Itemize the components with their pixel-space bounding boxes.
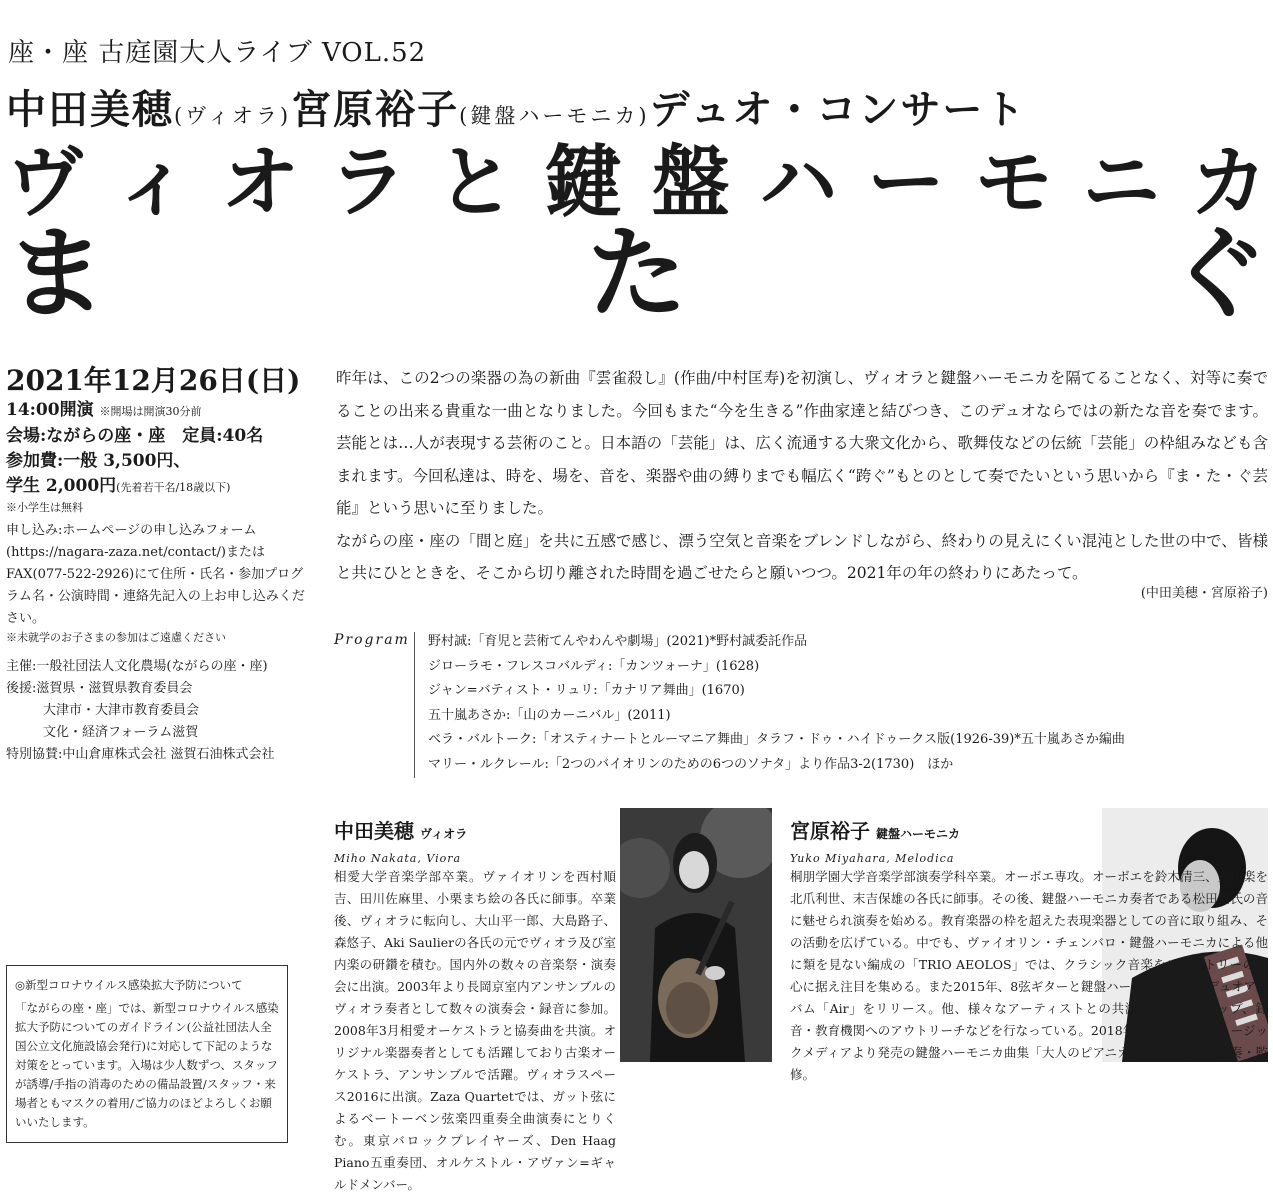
event-info [6, 364, 316, 766]
event-date: 2021年12月26日(日) [6, 364, 301, 397]
bio-name [790, 815, 960, 844]
covid-notice [6, 965, 288, 1143]
covid-text: 「ながらの座・座」では、新型コロナウイルス感染拡大予防についてのガイドライン(公益社団法人全国公立文化施設協会発行)に対応して下記のような対策をとっています。入場は少人数ずつ、スタッフが誘導/手指の消毒のための備品設置/スタッフ・来場者ともマスクの着用/ご協力のほどよろしくお願いいたします。 [15, 1001, 279, 1129]
title-char: ハ [759, 137, 838, 228]
program-item: ジャン=バティスト・リュリ:「カナリア舞曲」(1670) [428, 683, 745, 698]
credits [6, 656, 316, 766]
support: 文化・経済フォーラム滋賀 [43, 725, 199, 740]
sponsor: 特別協賛:中山倉庫株式会社 滋賀石油株式会社 [6, 747, 275, 762]
performers-line [6, 78, 1026, 135]
bio-text: 相愛大学音楽学部卒業。ヴァイオリンを西村順吉、田川佐麻里、小栗まち絵の各氏に師事。卒業後、ヴィオラに転向し、大山平一郎、大島路子、森悠子、Aki Saulierの各氏の元でヴィオラ及び室内楽の研鑽を積む。国内外の数々の音楽祭・演奏会に出演。2003年より長岡京室内アンサンブルのヴィオラ奏者として数々の演奏会・録音に参加。2008年3月相愛オーケストラと協奏曲を共演。オリジナル楽器奏者としても活躍しており古楽オーケストラ、アンサンブルで活躍。ヴィオラスペース2016に出演。Zaza Quartetでは、ガット弦によるベートーベン弦楽四重奏全曲演奏にとりくむ。東京バロックプレイヤーズ、Den Haag Piano五重奏団、オルケストル・アヴァン=ギャルドメンバー。 [334, 869, 616, 1192]
essay-paragraph: ながらの座・座の「間と庭」を共に五感で感じ、漂う空気と音楽をブレンドしながら、終わりの見えにくい混沌とした世の中で、皆様と共にひとときを、そこから切り離された時間を過ごせたらと願いつつ。2021年の年の終わりにあたって。 [336, 531, 1268, 582]
title-char: ヴ [6, 137, 85, 228]
program-item: ベラ・バルトーク:「オスティナートとルーマニア舞曲」タラフ・ドゥ・ハイドゥークス版(1926-39)*五十嵐あさか編曲 [428, 732, 1125, 747]
performer1-instrument: (ヴィオラ) [174, 104, 292, 128]
application-info: 申し込み:ホームページの申し込みフォーム(https://nagara-zaza.net/contact/)またはFAX(077-522-2926)にて住所・氏名・参加プログラム名・公演時間・連絡先記入の上お申し込みください。 [6, 523, 305, 626]
bio-roman: Miho Nakata, Viora [334, 852, 462, 865]
viola-player-photo [620, 808, 772, 1062]
title-char: 鍵 [544, 137, 623, 228]
bio-nakata-header [334, 815, 467, 865]
program-item: 五十嵐あさか:「山のカーニバル」(2011) [428, 707, 671, 723]
program-label: Program [334, 632, 410, 648]
bio-roman: Yuko Miyahara, Melodica [790, 852, 955, 865]
program-item: ジローラモ・フレスコバルディ:「カンツォーナ」(1628) [428, 658, 760, 674]
bio-name [334, 815, 467, 844]
performer2-instrument: (鍵盤ハーモニカ) [459, 104, 650, 128]
bio-miyahara-header [790, 815, 960, 865]
bio-text-nakata [334, 866, 616, 1196]
concert-label: デュオ・コンサート [649, 86, 1027, 133]
performer1-name: 中田美穂 [6, 86, 174, 133]
subtitle-char: ま [6, 214, 106, 332]
program-divider [414, 632, 415, 778]
venue: 会場:ながらの座・座 定員:40名 [6, 426, 264, 446]
program-item: 野村誠:「育児と芸術てんやわんや劇場」(2021)*野村誠委託作品 [428, 634, 808, 649]
bio-role: ヴィオラ [420, 827, 468, 841]
application-note: ※未就学のお子さまの参加はご遠慮ください [6, 631, 226, 644]
series-title: 座・座 古庭園大人ライブ VOL.52 [8, 38, 427, 68]
essay [336, 362, 1268, 590]
subtitle [6, 214, 1268, 332]
title-char: カ [1189, 137, 1268, 228]
fee-note: (先着若干名/18歳以下) [116, 481, 231, 494]
essay-signature: (中田美穂・宮原裕子) [1140, 586, 1268, 601]
title-char: ー [867, 137, 946, 228]
title-char: と [436, 137, 515, 228]
bio-text-miyahara [790, 866, 1268, 1086]
performer2-name: 宮原裕子 [291, 86, 460, 133]
covid-title: ◎新型コロナウイルス感染拡大予防について [15, 978, 243, 992]
program-list [428, 630, 1268, 777]
bio-name-text: 中田美穂 [334, 819, 414, 843]
nakata-photo [620, 808, 772, 1062]
program-item: マリー・ルクレール:「2つのバイオリンのための6つのソナタ」より作品3-2(1730) ほか [428, 756, 954, 772]
bio-role: 鍵盤ハーモニカ [876, 827, 961, 841]
support: 大津市・大津市教育委員会 [43, 703, 200, 718]
fee-general: 参加費:一般 3,500円、 [6, 451, 191, 471]
title-char: ニ [1082, 137, 1161, 228]
organizer: 主催:一般社団法人文化農場(ながらの座・座) [6, 659, 268, 674]
fee-note-free: ※小学生は無料 [6, 501, 83, 514]
fee-student-price: 学生 2,000円 [6, 476, 117, 496]
bio-name-text: 宮原裕子 [790, 819, 870, 843]
title-char: ラ [328, 137, 407, 228]
time-note: ※開場は開演30分前 [99, 405, 202, 418]
support: 後援:滋賀県・滋賀県教育委員会 [6, 681, 193, 696]
start-time: 14:00開演 [6, 400, 94, 420]
essay-paragraph: 昨年は、この2つの楽器の為の新曲『雲雀殺し』(作曲/中村匡寿)を初演し、ヴィオラと鍵盤ハーモニカを隔てることなく、対等に奏でることの出来る貴重な一曲となりました。今回もまた“今を生きる”作曲家達と結びつき、このデュオならではの新たな音を奏でます。芸能とは…人が表現する芸術のこと。日本語の「芸能」は、広く流通する大衆文化から、歌舞伎などの伝統「芸能」の枠組みなども含まれます。今回私達は、時を、場を、音を、楽器や曲の縛りまでも幅広く“跨ぐ”もとのとして奏でたいという思いから『ま・た・ぐ芸能』という思いに至りました。 [336, 369, 1268, 517]
subtitle-char: ぐ [1168, 214, 1268, 332]
event-time [6, 398, 316, 424]
title-char: ィ [113, 137, 192, 228]
fee-student [6, 474, 316, 500]
bio-text: 桐朋学園大学音楽学部演奏学科卒業。オーボエ専攻。オーボエを鈴木清三、室内楽を北爪利世、末吉保雄の各氏に師事。その後、鍵盤ハーモニカ奏者である松田昌氏の音に魅せられ演奏を始める。教育楽器の枠を超えた表現楽器としての音に取り組み、その活動を広げている。中でも、ヴァイオリン・チェンバロ・鍵盤ハーモニカによる他に類を見ない編成の「TRIO AEOLOS」では、クラシック音楽をレパートリーの中心に据え注目を集める。また2015年、8弦ギターと鍵盤ハーモニカによるデュオアルバム「Air」をリリース。他、様々なアーティストとの共演やワークショップ、録音・教育機関へのアウトリーチなどを行なっている。2018年6月、ヤマハミュージックメディアより発売の鍵盤ハーモニカ曲集「大人のピアニカレパートリー」演奏・監修。 [790, 869, 1268, 1082]
subtitle-char: た [587, 214, 687, 332]
title-char: オ [221, 137, 300, 228]
title-char: モ [974, 137, 1053, 228]
title-char: 盤 [651, 137, 730, 228]
